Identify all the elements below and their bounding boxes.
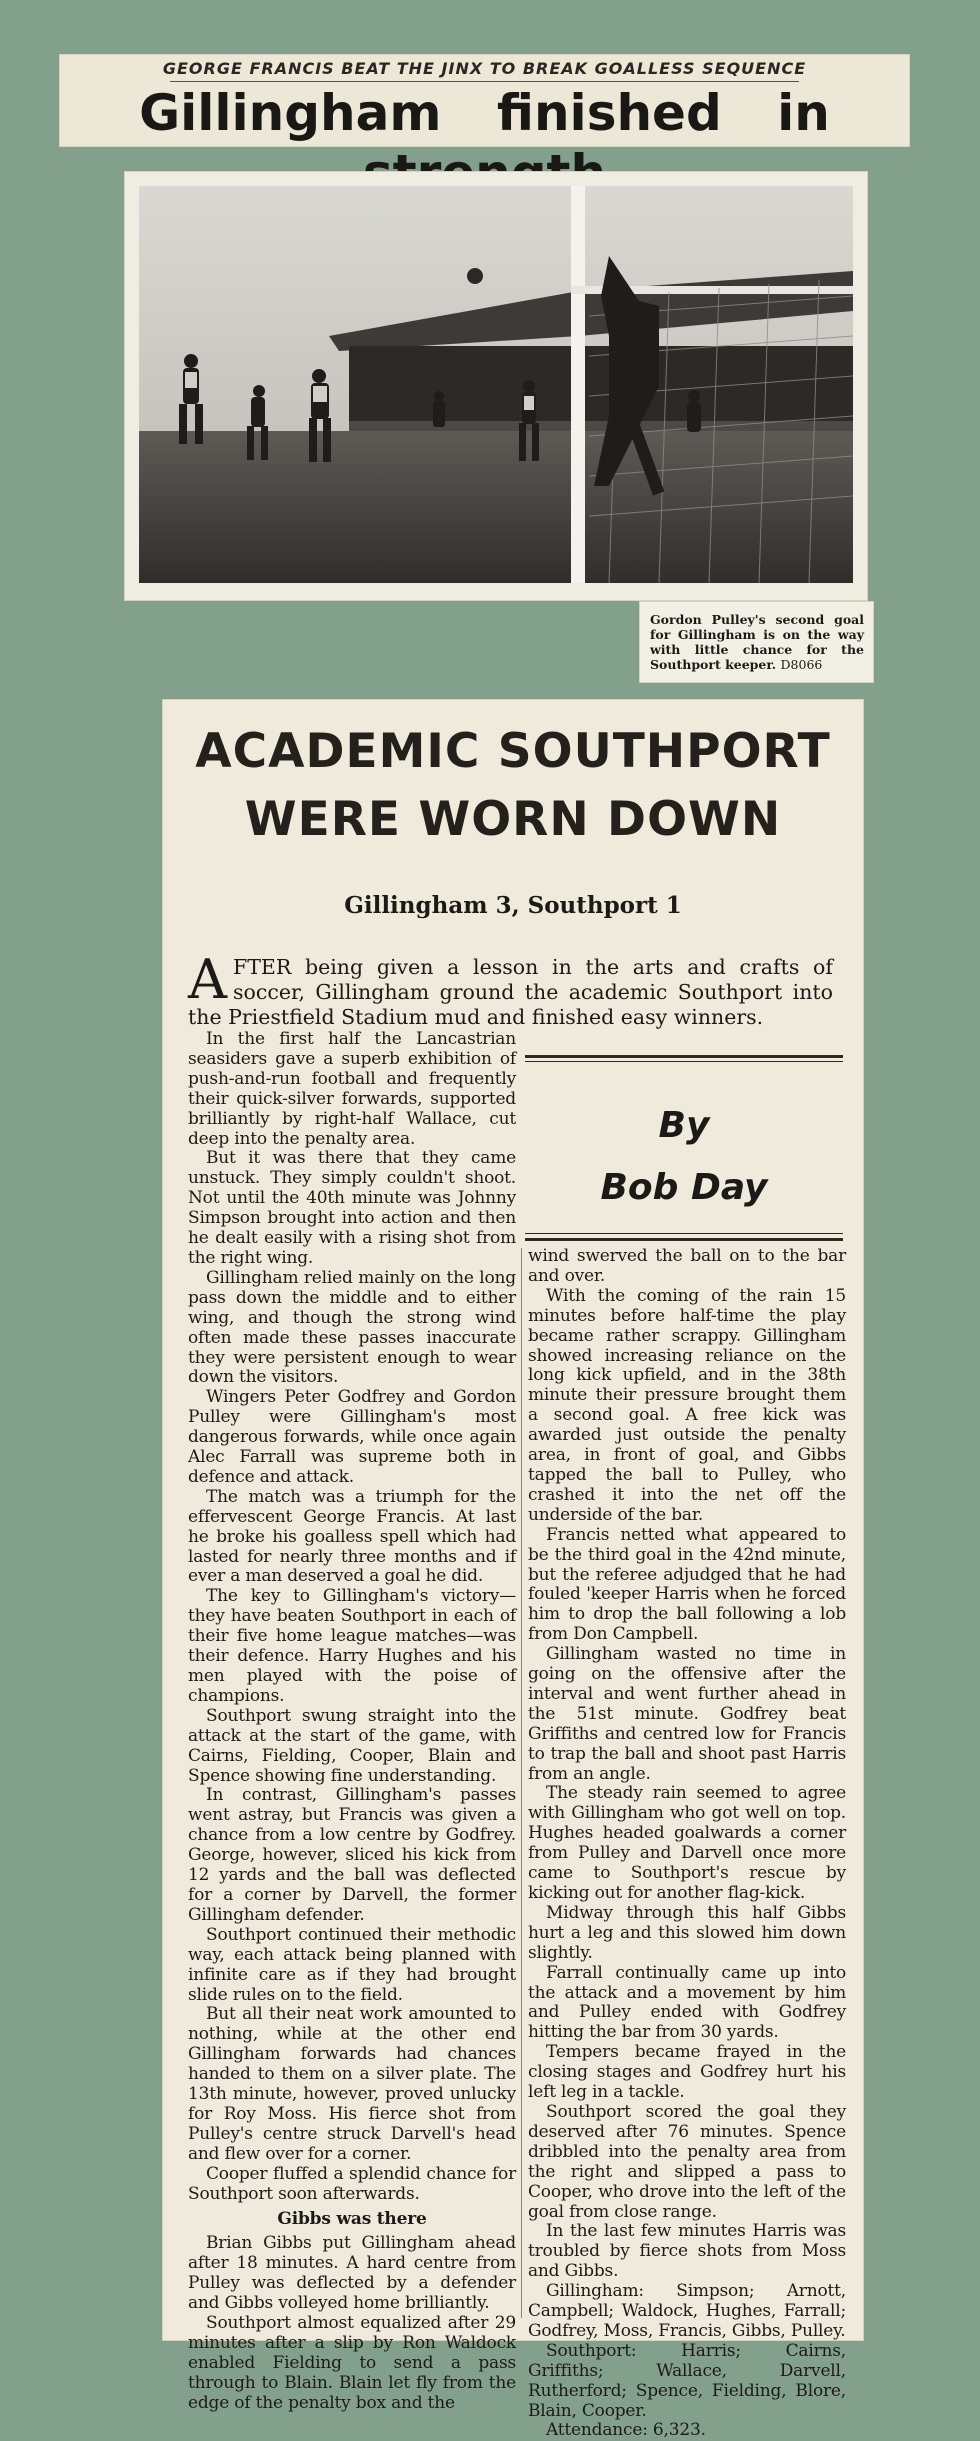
paragraph: In contrast, Gillingham's passes went astray, but Francis was given a chance from a low centre by Godfrey. George, however, sliced his kick from 12 yards and the ball was deflected for a corner by Darvell, the former Gillingham defender. xyxy=(188,1785,516,1925)
photo-clipping xyxy=(125,172,867,600)
byline-box xyxy=(525,1055,843,1243)
paragraph: Brian Gibbs put Gillingham ahead after 18 minutes. A hard centre from Pulley was deflected by a defender and Gibbs volleyed home brilliantly. xyxy=(188,2233,516,2314)
right-column xyxy=(528,1247,846,2441)
paragraph: Wingers Peter Godfrey and Gordon Pulley were Gillingham's most dangerous forwards, while once again Alec Farrall was supreme both in defence and attack. xyxy=(188,1387,516,1487)
paragraph-continuation: wind swerved the ball on to the bar and over. xyxy=(528,1246,846,1286)
lead-text: FTER being given a lesson in the arts and crafts of soccer, Gillingham ground the academic Southport into the Priestfield Stadium mud and finished easy winners. xyxy=(188,955,833,1029)
paragraph: Gillingham wasted no time in going on the offensive after the interval and went further ahead in the 51st minute. Godfrey beat Griffiths and centred low for Francis to trap the ball and shoot past Harris from an angle. xyxy=(528,1644,846,1784)
article-title-line-1: ACADEMIC SOUTHPORT xyxy=(195,724,831,779)
paragraph: Francis netted what appeared to be the third goal in the 42nd minute, but the referee adjudged that he had fouled 'keeper Harris when he forced him to drop the ball following a lob from Don Campbell. xyxy=(528,1524,846,1645)
match-photo xyxy=(139,186,853,583)
kicker-rule xyxy=(170,81,799,82)
paragraph: But it was there that they came unstuck. They simply couldn't shoot. Not until the 40th minute was Johnny Simpson brought into action and then he dealt easily with a rising shot from the right wing. xyxy=(188,1148,516,1268)
byline-rule-bottom-thin xyxy=(525,1233,843,1234)
article-clipping xyxy=(163,700,863,2441)
paragraph: Midway through this half Gibbs hurt a leg and this slowed him down slightly. xyxy=(528,1902,846,1963)
paragraph: Farrall continually came up into the attack and a movement by him and Pulley ended with Godfrey hitting the bar from 30 yards. xyxy=(528,1962,846,2043)
paragraph: With the coming of the rain 15 minutes before half-time the play became rather scrappy. Gillingham showed increasing reliance on the long kick upfield, and in the 38th minute their pressure brought them a second goal. A free kick was awarded just outside the penalty area, in front of goal, and Gibbs tapped the ball to Pulley, who crashed it into the net off the underside of the bar. xyxy=(528,1285,846,1525)
paragraph: Southport continued their methodic way, each attack being planned with infinite care as if they had brought slide rules on to the field. xyxy=(188,1924,516,2005)
caption-clipping xyxy=(640,602,873,682)
team-lineup: Southport: Harris; Cairns, Griffiths; Wallace, Darvell, Rutherford; Spence, Fielding, Blore, Blain, Cooper. xyxy=(528,2340,846,2421)
paragraph: The match was a triumph for the effervescent George Francis. At last he broke his goalless spell which had lasted for nearly three months and if ever a man deserved a goal he did. xyxy=(188,1486,516,1587)
lead-paragraph xyxy=(188,948,833,1030)
attendance: Attendance: 6,323. xyxy=(546,2420,706,2441)
headline-clipping xyxy=(60,55,909,146)
caption-text: Gordon Pulley's second goal for Gillingham is on the way with little chance for the Southport keeper. xyxy=(650,612,864,672)
main-headline: Gillingham finished in xyxy=(139,84,830,142)
score-line: Gillingham 3, Southport 1 xyxy=(344,892,682,919)
paragraph: The steady rain seemed to agree with Gillingham who got well on top. Hughes headed goalwards a corner from Pulley and Darvell once more came to Southport's rescue by kicking out for another flag-kick. xyxy=(528,1783,846,1903)
paragraph: But all their neat work amounted to nothing, while at the other end Gillingham forwards had chances handed to them on a silver plate. The 13th minute, however, proved unlucky for Roy Moss. His fierce shot from Pulley's centre struck Darvell's head and flew over for a corner. xyxy=(188,2004,516,2164)
paragraph: Cooper fluffed a splendid chance for Southport soon afterwards. xyxy=(188,2163,516,2204)
paragraph: Southport almost equalized after 29 minutes after a slip by Ron Waldock enabled Fielding to send a pass through to Blain. Blain let fly from the edge of the penalty box and the xyxy=(188,2313,516,2413)
paragraph: In the last few minutes Harris was troubled by fierce shots from Moss and Gibbs. xyxy=(528,2221,846,2282)
left-column xyxy=(188,1030,516,2414)
paragraph: In the first half the Lancastrian seasiders gave a superb exhibition of push-and-run football and frequently their quick-silver forwards, supported brilliantly by right-half Wallace, cut deep into the penalty area. xyxy=(188,1029,516,1149)
subheading: Gibbs was there xyxy=(277,2209,427,2230)
photo-caption xyxy=(650,612,864,672)
paragraph: Southport swung straight into the attack at the start of the game, with Cairns, Fielding, Cooper, Blain and Spence showing fine understanding. xyxy=(188,1705,516,1786)
caption-code: D8066 xyxy=(780,657,823,672)
paragraph: Southport scored the goal they deserved after 76 minutes. Spence dribbled into the penalty area from the right and slipped a pass to Cooper, who drove into the left of the goal from close range. xyxy=(528,2101,846,2222)
article-title xyxy=(163,718,863,854)
byline-by: By xyxy=(658,1105,710,1146)
kicker-line: GEORGE FRANCIS BEAT THE JINX TO BREAK GOALLESS SEQUENCE xyxy=(162,59,807,78)
paragraph: The key to Gillingham's victory—they have beaten Southport in each of their five home league matches—was their defence. Harry Hughes and his men played with the poise of champions. xyxy=(188,1586,516,1706)
byline-rule-top-thin xyxy=(525,1061,843,1062)
paragraph: Tempers became frayed in the closing stages and Godfrey hurt his left leg in a tackle. xyxy=(528,2042,846,2103)
byline-name: Bob Day xyxy=(600,1167,768,1208)
paragraph: Gillingham relied mainly on the long pass down the middle and to either wing, and though the strong wind often made these passes inaccurate they were persistent enough to wear down the visitors. xyxy=(188,1267,516,1388)
byline-rule-top xyxy=(525,1055,843,1058)
article-title-line-2: WERE WORN DOWN xyxy=(244,792,782,847)
byline-rule-bottom xyxy=(525,1238,843,1241)
team-lineup: Gillingham: Simpson; Arnott, Campbell; Waldock, Hughes, Farrall; Godfrey, Moss, Francis, Gibbs, Pulley. xyxy=(528,2281,846,2341)
drop-cap: A xyxy=(188,948,227,1011)
column-divider xyxy=(521,1248,522,2318)
